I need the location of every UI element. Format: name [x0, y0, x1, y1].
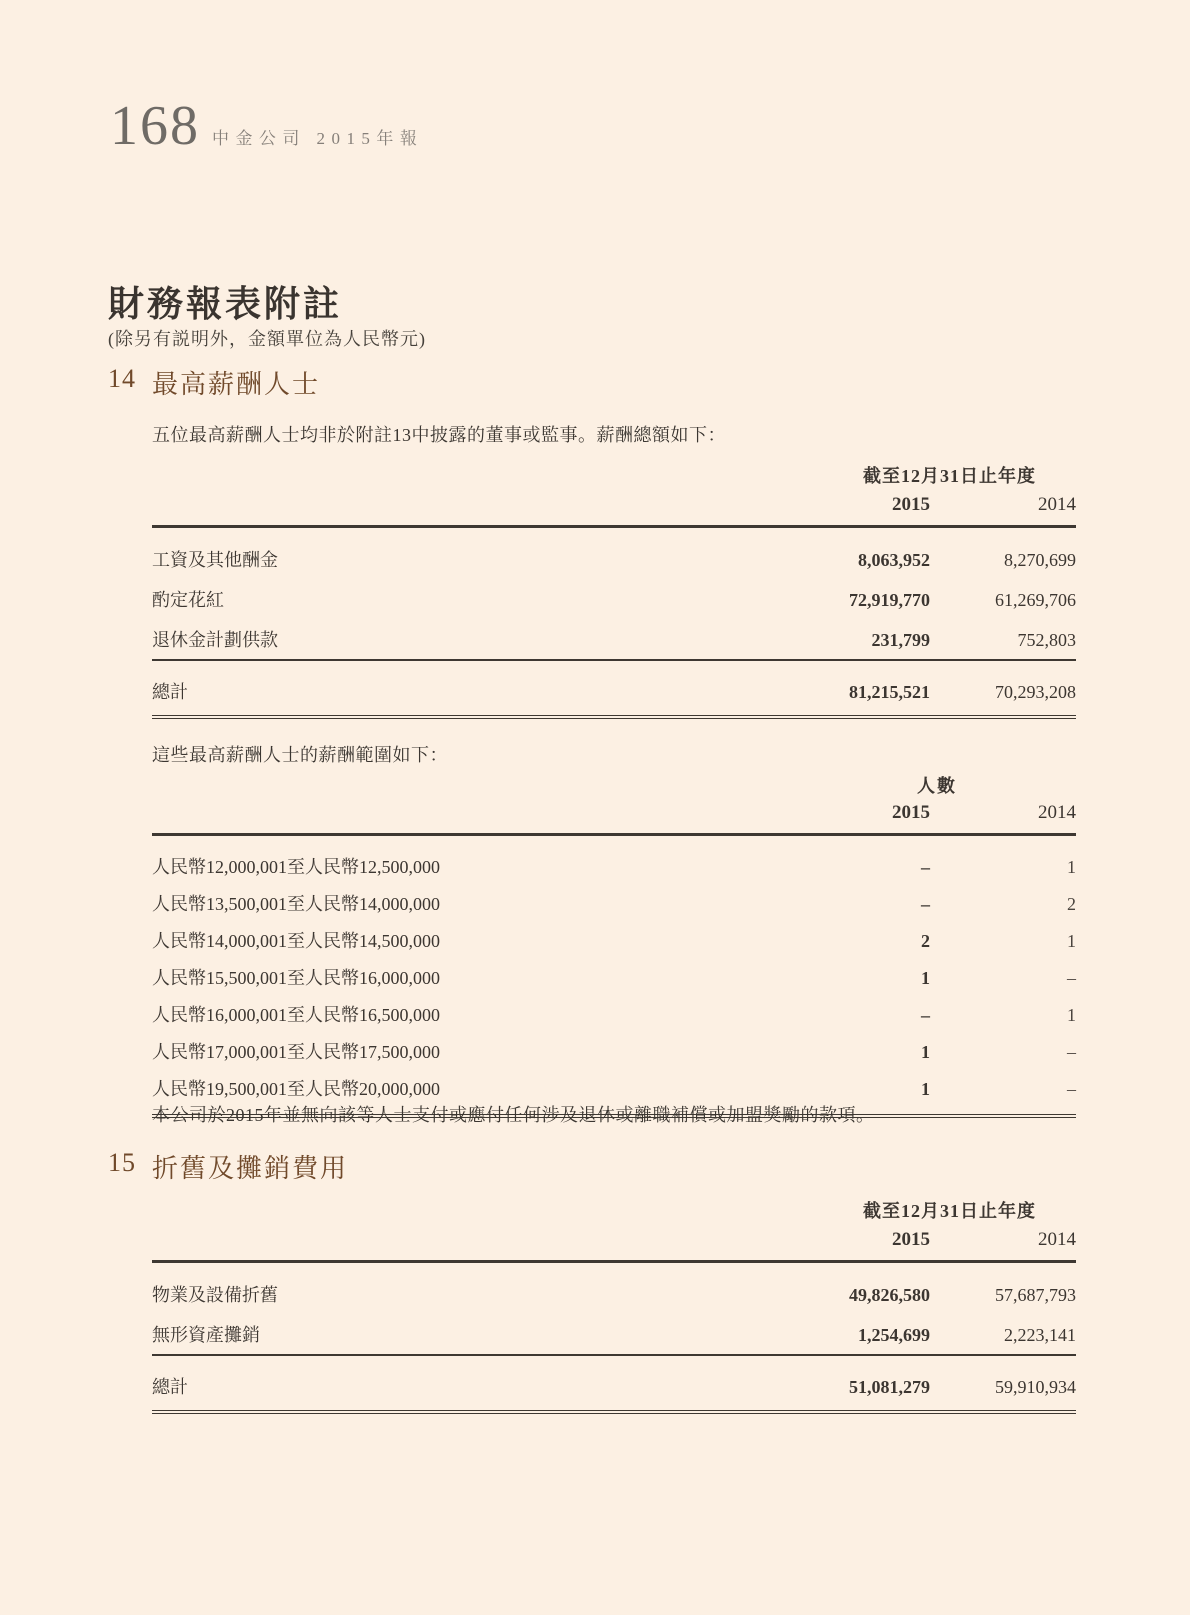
- table-row: [152, 995, 1076, 1032]
- year-header-row: [152, 494, 1076, 528]
- total-row: [152, 1356, 1076, 1414]
- report-name: 中金公司 2015年報: [212, 129, 424, 148]
- row-label: 人民幣14,000,001至人民幣14,500,000: [152, 930, 440, 951]
- year-2014-label: 2014: [1038, 1229, 1076, 1250]
- value-2014: 8,270,699: [1004, 550, 1076, 570]
- table-row: [152, 884, 1076, 921]
- table-row: [152, 921, 1076, 958]
- total-row: [152, 661, 1076, 719]
- value-2014: –: [1067, 967, 1076, 988]
- table-row: [152, 579, 1076, 619]
- row-label: 物業及設備折舊: [152, 1285, 278, 1305]
- value-2015: 72,919,770: [849, 590, 930, 610]
- range-table-body: [152, 836, 1076, 1118]
- value-2014: 752,803: [1017, 630, 1076, 650]
- total-value-2014: 70,293,208: [995, 682, 1076, 702]
- section-14-heading: [108, 364, 320, 401]
- year-2015-label: 2015: [892, 1229, 930, 1250]
- year-2015-label: 2015: [892, 494, 930, 515]
- row-label: 人民幣13,500,001至人民幣14,000,000: [152, 893, 440, 914]
- row-label: 工資及其他酬金: [152, 550, 278, 570]
- value-2015: 2: [921, 930, 930, 951]
- value-2015: 1: [921, 967, 930, 988]
- section-15-title: 折舊及攤銷費用: [152, 1154, 349, 1183]
- value-2015: 1,254,699: [858, 1325, 930, 1345]
- value-2014: 1: [1067, 930, 1076, 951]
- table-row: [152, 958, 1076, 995]
- row-label: 人民幣17,000,001至人民幣17,500,000: [152, 1041, 440, 1062]
- row-label: 人民幣15,500,001至人民幣16,000,000: [152, 967, 440, 988]
- value-2014: –: [1067, 1078, 1076, 1099]
- value-2015: 49,826,580: [849, 1285, 930, 1305]
- total-label: 總計: [152, 682, 188, 702]
- range-table: [152, 772, 1076, 1118]
- row-label: 酌定花紅: [152, 590, 224, 610]
- remuneration-table-body: [152, 528, 1076, 661]
- page-number: 168: [110, 95, 200, 157]
- expense-table: [152, 1197, 1076, 1414]
- headcount-label: 人數: [917, 776, 957, 796]
- value-2014: 1: [1067, 856, 1076, 877]
- total-value-2015: 51,081,279: [849, 1377, 930, 1397]
- section-15-heading: [108, 1148, 348, 1185]
- section-14-number: 14: [108, 364, 136, 393]
- value-2015: –: [921, 893, 930, 914]
- value-2015: 8,063,952: [858, 550, 930, 570]
- value-2015: 1: [921, 1078, 930, 1099]
- year-2015-label: 2015: [892, 802, 930, 823]
- masthead: [110, 95, 424, 157]
- period-header: 截至12月31日止年度: [863, 466, 1036, 486]
- table-row: [152, 1314, 1076, 1354]
- remuneration-table: [152, 462, 1076, 719]
- total-value-2015: 81,215,521: [849, 682, 930, 702]
- expense-table-body: [152, 1263, 1076, 1356]
- row-label: 退休金計劃供款: [152, 630, 278, 650]
- value-2014: 57,687,793: [995, 1285, 1076, 1305]
- value-2015: –: [921, 1004, 930, 1025]
- table-row: [152, 1032, 1076, 1069]
- total-label: 總計: [152, 1377, 188, 1397]
- page-subtitle: (除另有説明外，金額單位為人民幣元): [108, 329, 426, 349]
- table-row: [152, 539, 1076, 579]
- value-2014: –: [1067, 1041, 1076, 1062]
- row-label: 人民幣16,000,001至人民幣16,500,000: [152, 1004, 440, 1025]
- value-2015: 231,799: [871, 630, 930, 650]
- year-header-row: [152, 1229, 1076, 1263]
- period-header: 截至12月31日止年度: [863, 1201, 1036, 1221]
- year-header-row: [152, 802, 1076, 836]
- section-14-closing: 本公司於2015年並無向該等人士支付或應付任何涉及退休或離職補償或加盟獎勵的款項。: [152, 1105, 875, 1125]
- table-row: [152, 847, 1076, 884]
- value-2014: 1: [1067, 1004, 1076, 1025]
- row-label: 人民幣19,500,001至人民幣20,000,000: [152, 1078, 440, 1099]
- page-title: 財務報表附註: [108, 284, 343, 324]
- value-2014: 61,269,706: [995, 590, 1076, 610]
- range-intro: 這些最高薪酬人士的薪酬範圍如下：: [152, 745, 448, 765]
- table-row: [152, 1274, 1076, 1314]
- value-2014: 2,223,141: [1004, 1325, 1076, 1345]
- value-2015: –: [921, 856, 930, 877]
- headcount-header-row: [152, 772, 1076, 802]
- section-15-number: 15: [108, 1148, 136, 1177]
- year-2014-label: 2014: [1038, 494, 1076, 515]
- section-14-intro: 五位最高薪酬人士均非於附註13中披露的董事或監事。薪酬總額如下：: [152, 425, 726, 445]
- value-2014: 2: [1067, 893, 1076, 914]
- value-2015: 1: [921, 1041, 930, 1062]
- total-value-2014: 59,910,934: [995, 1377, 1076, 1397]
- table-row: [152, 619, 1076, 659]
- section-14-title: 最高薪酬人士: [152, 370, 321, 399]
- row-label: 無形資產攤銷: [152, 1325, 260, 1345]
- year-2014-label: 2014: [1038, 802, 1076, 823]
- row-label: 人民幣12,000,001至人民幣12,500,000: [152, 856, 440, 877]
